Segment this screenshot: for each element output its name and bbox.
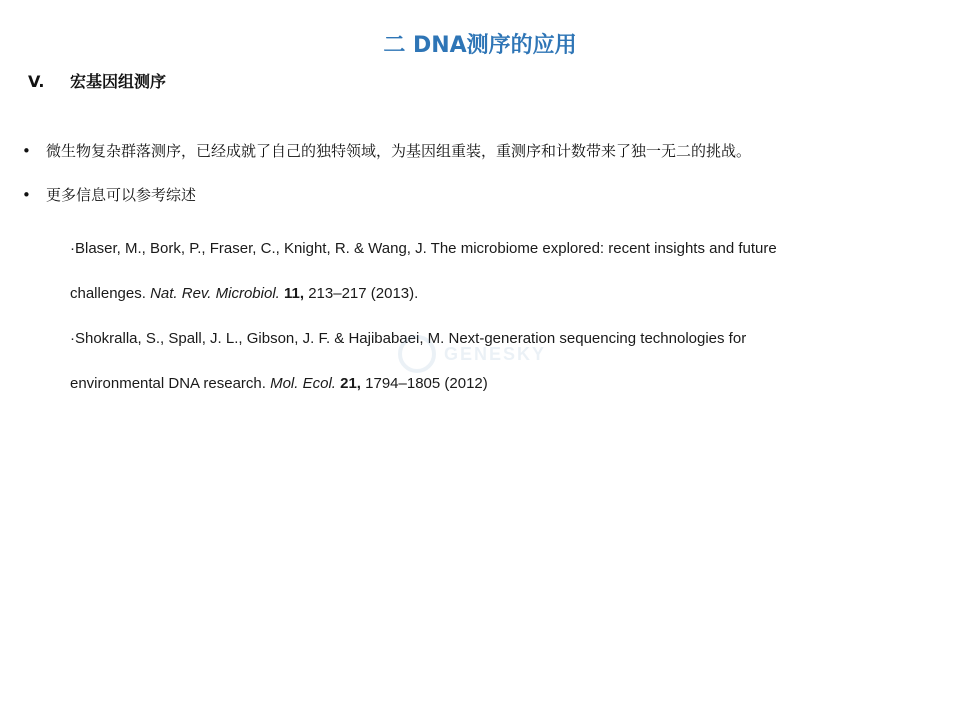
bullet-list (22, 138, 942, 226)
bullet-icon: • (22, 142, 31, 160)
reference-2-volume: 21, (340, 375, 361, 392)
watermark-logo-icon (398, 335, 436, 373)
section-heading (28, 70, 166, 94)
section-heading-text: 宏基因组测序 (70, 72, 167, 91)
slide-title: 二 DNA测序的应用 (383, 33, 577, 58)
bullet-text: 微生物复杂群落测序，已经成就了自己的独特领域，为基因组重装，重测序和计数带来了独一无二的挑战。 (46, 142, 752, 160)
watermark-text: GENESKY (444, 344, 547, 364)
reference-2-journal: Mol. Ecol. (270, 375, 336, 392)
reference-2-pages-year: 1794–1805 (2012) (360, 375, 488, 392)
reference-2-title-end: environmental DNA research. (70, 375, 271, 392)
bullet-icon: • (22, 186, 31, 204)
reference-1-pages-year: 213–217 (2013). (304, 285, 419, 302)
bullet-text: 更多信息可以参考综述 (46, 186, 197, 204)
bullet-item (22, 182, 942, 208)
bullet-item (22, 138, 942, 164)
reference-1-line-2 (70, 271, 930, 316)
reference-1-journal: Nat. Rev. Microbiol. (150, 285, 280, 302)
reference-list (70, 226, 930, 406)
reference-1-volume: 11, (284, 285, 305, 302)
section-number: V. (28, 72, 45, 91)
watermark (398, 335, 546, 373)
reference-1-title-end: challenges. (70, 285, 151, 302)
reference-2-line-1: ·Shokralla, S., Spall, J. L., Gibson, J. F. & Hajibabaei, M. Next-generation sequencing technologies for (70, 330, 747, 347)
reference-1-line-1: ·Blaser, M., Bork, P., Fraser, C., Knight, R. & Wang, J. The microbiome explored: recent insights and future (70, 240, 777, 257)
